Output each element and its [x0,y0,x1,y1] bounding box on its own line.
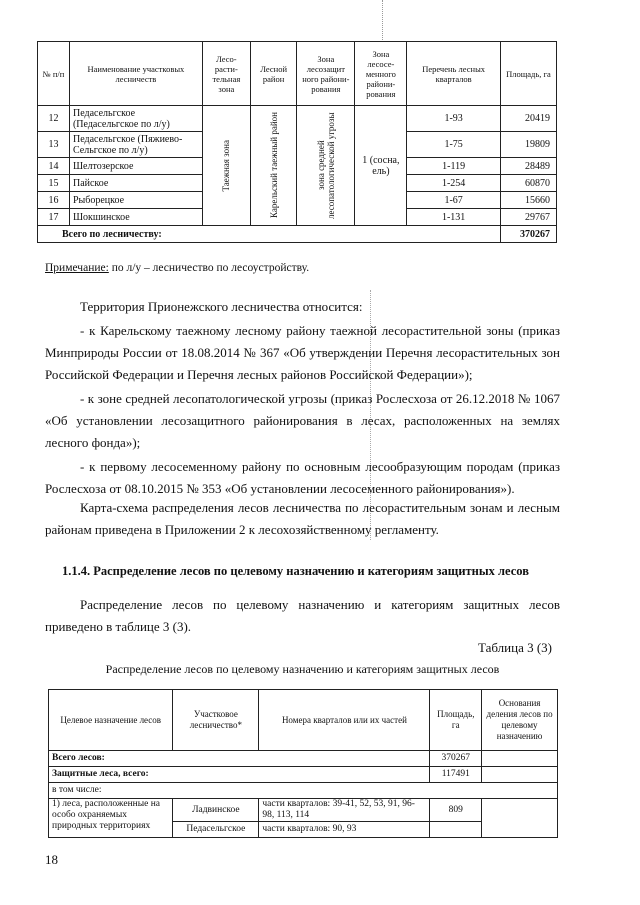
veg-zone-text: Таежная зона [221,139,232,192]
row-area [430,822,482,838]
col-name-header: Наименование участковых лесничеств [69,42,202,106]
row-district: Педасельгское [173,822,259,838]
row-quarters: 1-67 [407,192,501,209]
col-veg-zone-header: Лесо-расти-тельная зона [202,42,250,106]
forest-purpose-table [48,689,558,838]
row-name: Рыборецкое [69,192,202,209]
total-value: 370267 [500,226,556,243]
protective-row [49,767,558,783]
total-row [38,226,557,243]
total-label: Всего лесов: [49,751,430,767]
row-area: 60870 [500,175,556,192]
row-area: 29767 [500,209,556,226]
row-name: Педасельгское (Педасельгское по л/у) [69,106,202,132]
including-label: в том числе: [49,783,558,799]
protect-zone-text: зона средней лесопатологической угрозы [315,112,336,219]
row-name: Пайское [69,175,202,192]
table-ref: Таблица 3 (3) [477,640,552,655]
including-row [49,783,558,799]
row-quarters: 1-254 [407,175,501,192]
row-quarters: 1-119 [407,158,501,175]
row-num: 15 [38,175,70,192]
table-caption: Распределение лесов по целевому назначению и категориям защитных лесов [105,662,500,676]
item2-paragraph: - к зоне средней лесопатологической угрозы (приказ Рослесхоза от 26.12.2018 № 1067 «Об установлении лесозащитного районирования в лесах, расположенных на землях лесного фонда»); [45,391,560,450]
row-quarters: части кварталов: 90, 93 [259,822,430,838]
row-area: 28489 [500,158,556,175]
row-name: Шелтозерское [69,158,202,175]
row-num: 14 [38,158,70,175]
row-district: Ладвинское [173,799,259,822]
row-quarters: 1-93 [407,106,501,132]
item3-paragraph: - к первому лесосеменному району по основным лесообразующим породам (приказ Рослесхоза от 08.10.2015 № 353 «Об установлении лесосеменного районирования»). [45,459,560,496]
empty-cell [482,751,558,767]
row-num: 12 [38,106,70,132]
col-quarters-header: Перечень лесных кварталов [407,42,501,106]
col-purpose-header: Целевое назначение лесов [49,690,173,751]
protective-value: 117491 [430,767,482,783]
col-protect-zone-header: Зона лесозащит ного райони-рования [297,42,355,106]
row-quarters: части кварталов: 39-41, 52, 53, 91, 96-98, 113, 114 [259,799,430,822]
row-quarters: 1-131 [407,209,501,226]
forest-region-cell [250,106,296,226]
empty-cell [482,767,558,783]
col-forest-region-header: Лесной район [250,42,296,106]
forestry-districts-table [37,41,557,243]
note-text: по л/у – лесничество по лесоустройству. [108,262,310,274]
col-basis-header: Основания деления лесов по целевому назначению [482,690,558,751]
scan-mark [382,0,384,40]
item1-paragraph: - к Карельскому таежному лесному району таежной лесорастительной зоны (приказ Минприроды России от 18.08.2014 № 367 «Об утверждении Перечня лесорастительных зон Российской Федерации и Перечня лесных районов Российской Федерации»); [45,323,560,382]
col-seed-zone-header: Зона лесосе-менного райони-рования [355,42,407,106]
row-name: Шокшинское [69,209,202,226]
col-quarters-header: Номера кварталов или их частей [259,690,430,751]
row-area: 19809 [500,132,556,158]
total-value: 370267 [430,751,482,767]
col-area-header: Площадь, га [500,42,556,106]
row-num: 17 [38,209,70,226]
row-area: 809 [430,799,482,822]
table-row [38,106,557,132]
protective-label: Защитные леса, всего: [49,767,430,783]
row-num: 13 [38,132,70,158]
col-num-header: № п/п [38,42,70,106]
row-area: 20419 [500,106,556,132]
page-number: 18 [45,852,58,867]
section-heading: 1.1.4. Распределение лесов по целевому назначению и категориям защитных лесов [62,564,529,578]
row-num: 16 [38,192,70,209]
section-body: Распределение лесов по целевому назначению и категориям защитных лесов приведено в таблице 3 (3). [45,597,560,634]
veg-zone-cell [202,106,250,226]
col-district-header: Участковое лесничество* [173,690,259,751]
seed-zone-cell: 1 (сосна, ель) [355,106,407,226]
note [45,262,309,274]
protect-zone-cell [297,106,355,226]
row-quarters: 1-75 [407,132,501,158]
map-paragraph: Карта-схема распределения лесов лесничества по лесорастительным зонам и лесным районам приведена в Приложении 2 к лесохозяйственному регламенту. [45,500,560,537]
row-area: 15660 [500,192,556,209]
total-row [49,751,558,767]
forest-region-text: Карельский таежный район [268,112,279,219]
empty-cell [482,799,558,838]
row-name: Педасельгское (Пяжиево-Сельгское по л/у) [69,132,202,158]
total-label: Всего по лесничеству: [38,226,501,243]
col-area-header: Площадь, га [430,690,482,751]
note-label: Примечание: [45,262,109,274]
category-label: 1) леса, расположенные на особо охраняемых природных территориях [49,799,173,838]
table-row [49,799,558,822]
intro-paragraph: Территория Прионежского лесничества относится: [80,299,363,314]
